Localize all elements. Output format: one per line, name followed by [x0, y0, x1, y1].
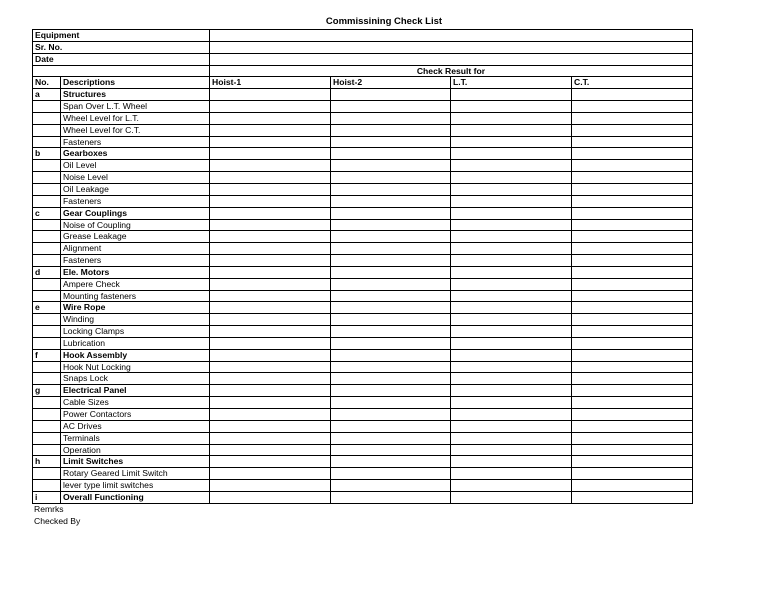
section-number: h	[33, 456, 61, 468]
section-number: e	[33, 302, 61, 314]
result-cell-ct[interactable]	[572, 207, 693, 219]
result-cell-hoist2[interactable]	[331, 266, 451, 278]
result-cell-ct[interactable]	[572, 373, 693, 385]
result-cell-lt[interactable]	[451, 219, 572, 231]
item-number	[33, 337, 61, 349]
equipment-row	[33, 30, 693, 42]
item-description: Hook Nut Locking	[61, 361, 210, 373]
equipment-value[interactable]	[210, 30, 693, 42]
result-cell-hoist1[interactable]	[210, 290, 331, 302]
item-number	[33, 373, 61, 385]
item-number	[33, 219, 61, 231]
result-cell-hoist1[interactable]	[210, 409, 331, 421]
checklist-table	[32, 29, 693, 504]
result-cell-hoist2[interactable]	[331, 278, 451, 290]
date-label: Date	[33, 53, 210, 65]
item-number	[33, 183, 61, 195]
result-cell-lt[interactable]	[451, 112, 572, 124]
section-number: g	[33, 385, 61, 397]
item-description: Cable Sizes	[61, 397, 210, 409]
result-cell-ct[interactable]	[572, 148, 693, 160]
check-result-row	[33, 65, 693, 77]
result-cell-hoist2[interactable]	[331, 409, 451, 421]
result-cell-hoist2[interactable]	[331, 219, 451, 231]
checked-by-label: Checked By	[34, 516, 81, 526]
result-cell-hoist2[interactable]	[331, 314, 451, 326]
result-cell-hoist1[interactable]	[210, 160, 331, 172]
result-cell-hoist1[interactable]	[210, 373, 331, 385]
item-number	[33, 101, 61, 113]
result-cell-hoist2[interactable]	[331, 468, 451, 480]
section-row	[33, 456, 693, 468]
item-number	[33, 112, 61, 124]
section-name: Gearboxes	[61, 148, 210, 160]
item-description: Terminals	[61, 432, 210, 444]
result-cell-hoist2[interactable]	[331, 207, 451, 219]
item-description: Grease Leakage	[61, 231, 210, 243]
item-description: Fasteners	[61, 255, 210, 267]
item-number	[33, 480, 61, 492]
item-number	[33, 397, 61, 409]
result-cell-lt[interactable]	[451, 243, 572, 255]
result-cell-lt[interactable]	[451, 195, 572, 207]
section-name: Limit Switches	[61, 456, 210, 468]
item-number	[33, 326, 61, 338]
item-number	[33, 468, 61, 480]
result-cell-hoist1[interactable]	[210, 326, 331, 338]
result-cell-ct[interactable]	[572, 326, 693, 338]
result-cell-hoist1[interactable]	[210, 207, 331, 219]
result-cell-hoist1[interactable]	[210, 337, 331, 349]
item-number	[33, 278, 61, 290]
result-cell-hoist2[interactable]	[331, 444, 451, 456]
item-number	[33, 124, 61, 136]
result-cell-lt[interactable]	[451, 207, 572, 219]
section-name: Ele. Motors	[61, 266, 210, 278]
item-description: Wheel Level for L.T.	[61, 112, 210, 124]
item-description: Wheel Level for C.T.	[61, 124, 210, 136]
col-lt-header: L.T.	[451, 77, 572, 89]
item-number	[33, 195, 61, 207]
result-cell-hoist1[interactable]	[210, 266, 331, 278]
item-row	[33, 432, 693, 444]
item-row	[33, 124, 693, 136]
result-cell-ct[interactable]	[572, 195, 693, 207]
result-cell-hoist2[interactable]	[331, 195, 451, 207]
result-cell-lt[interactable]	[451, 89, 572, 101]
item-row	[33, 361, 693, 373]
section-name: Hook Assembly	[61, 349, 210, 361]
result-cell-hoist2[interactable]	[331, 432, 451, 444]
result-cell-lt[interactable]	[451, 326, 572, 338]
result-cell-hoist1[interactable]	[210, 385, 331, 397]
result-cell-lt[interactable]	[451, 231, 572, 243]
result-cell-hoist1[interactable]	[210, 456, 331, 468]
result-cell-hoist1[interactable]	[210, 148, 331, 160]
result-cell-hoist1[interactable]	[210, 183, 331, 195]
item-description: lever type limit switches	[61, 480, 210, 492]
section-name: Structures	[61, 89, 210, 101]
item-number	[33, 172, 61, 184]
result-cell-hoist2[interactable]	[331, 136, 451, 148]
item-description: Operation	[61, 444, 210, 456]
result-cell-ct[interactable]	[572, 160, 693, 172]
item-number	[33, 231, 61, 243]
result-cell-ct[interactable]	[572, 361, 693, 373]
item-description: Noise Level	[61, 172, 210, 184]
item-row	[33, 468, 693, 480]
item-row	[33, 409, 693, 421]
result-cell-hoist2[interactable]	[331, 101, 451, 113]
result-cell-ct[interactable]	[572, 101, 693, 113]
result-cell-ct[interactable]	[572, 112, 693, 124]
result-cell-lt[interactable]	[451, 409, 572, 421]
result-cell-ct[interactable]	[572, 89, 693, 101]
item-description: Winding	[61, 314, 210, 326]
result-cell-hoist2[interactable]	[331, 349, 451, 361]
page-title: Commissining Check List	[325, 16, 443, 27]
result-cell-ct[interactable]	[572, 266, 693, 278]
result-cell-ct[interactable]	[572, 432, 693, 444]
result-cell-hoist2[interactable]	[331, 231, 451, 243]
item-description: Ampere Check	[61, 278, 210, 290]
result-cell-hoist2[interactable]	[331, 89, 451, 101]
section-row	[33, 89, 693, 101]
result-cell-lt[interactable]	[451, 397, 572, 409]
result-cell-lt[interactable]	[451, 444, 572, 456]
result-cell-lt[interactable]	[451, 160, 572, 172]
result-cell-lt[interactable]	[451, 290, 572, 302]
result-cell-lt[interactable]	[451, 266, 572, 278]
result-cell-hoist1[interactable]	[210, 314, 331, 326]
item-row	[33, 231, 693, 243]
result-cell-hoist1[interactable]	[210, 231, 331, 243]
result-cell-hoist1[interactable]	[210, 432, 331, 444]
section-number: f	[33, 349, 61, 361]
item-row	[33, 373, 693, 385]
date-value[interactable]	[210, 53, 693, 65]
section-row	[33, 491, 693, 503]
result-cell-hoist1[interactable]	[210, 124, 331, 136]
item-description: Snaps Lock	[61, 373, 210, 385]
col-hoist2-header: Hoist-2	[331, 77, 451, 89]
item-row	[33, 314, 693, 326]
result-cell-ct[interactable]	[572, 136, 693, 148]
sr-no-value[interactable]	[210, 41, 693, 53]
result-cell-ct[interactable]	[572, 231, 693, 243]
item-number	[33, 361, 61, 373]
result-cell-ct[interactable]	[572, 480, 693, 492]
item-number	[33, 160, 61, 172]
result-cell-ct[interactable]	[572, 385, 693, 397]
result-cell-hoist2[interactable]	[331, 302, 451, 314]
section-name: Gear Couplings	[61, 207, 210, 219]
result-cell-hoist1[interactable]	[210, 195, 331, 207]
item-row	[33, 278, 693, 290]
result-cell-lt[interactable]	[451, 124, 572, 136]
remarks-label: Remrks	[34, 504, 64, 514]
result-cell-hoist2[interactable]	[331, 420, 451, 432]
check-result-spacer	[33, 65, 210, 77]
item-row	[33, 255, 693, 267]
result-cell-ct[interactable]	[572, 337, 693, 349]
result-cell-hoist2[interactable]	[331, 373, 451, 385]
section-number: b	[33, 148, 61, 160]
section-name: Electrical Panel	[61, 385, 210, 397]
item-number	[33, 314, 61, 326]
item-number	[33, 255, 61, 267]
section-number: a	[33, 89, 61, 101]
item-row	[33, 172, 693, 184]
result-cell-ct[interactable]	[572, 409, 693, 421]
item-number	[33, 243, 61, 255]
result-cell-hoist1[interactable]	[210, 480, 331, 492]
result-cell-hoist1[interactable]	[210, 468, 331, 480]
result-cell-hoist2[interactable]	[331, 385, 451, 397]
result-cell-hoist1[interactable]	[210, 219, 331, 231]
result-cell-hoist1[interactable]	[210, 302, 331, 314]
result-cell-hoist2[interactable]	[331, 183, 451, 195]
result-cell-hoist1[interactable]	[210, 420, 331, 432]
result-cell-hoist2[interactable]	[331, 397, 451, 409]
result-cell-lt[interactable]	[451, 385, 572, 397]
item-row	[33, 160, 693, 172]
result-cell-lt[interactable]	[451, 302, 572, 314]
result-cell-lt[interactable]	[451, 337, 572, 349]
sr-no-label: Sr. No.	[33, 41, 210, 53]
item-number	[33, 409, 61, 421]
item-description: Noise of Coupling	[61, 219, 210, 231]
result-cell-ct[interactable]	[572, 124, 693, 136]
result-cell-hoist2[interactable]	[331, 124, 451, 136]
section-number: c	[33, 207, 61, 219]
result-cell-lt[interactable]	[451, 172, 572, 184]
item-row	[33, 183, 693, 195]
result-cell-hoist2[interactable]	[331, 160, 451, 172]
result-cell-hoist2[interactable]	[331, 243, 451, 255]
result-cell-hoist1[interactable]	[210, 397, 331, 409]
col-descriptions-header: Descriptions	[61, 77, 210, 89]
result-cell-hoist1[interactable]	[210, 491, 331, 503]
result-cell-hoist1[interactable]	[210, 101, 331, 113]
result-cell-lt[interactable]	[451, 468, 572, 480]
result-cell-lt[interactable]	[451, 491, 572, 503]
result-cell-hoist2[interactable]	[331, 326, 451, 338]
section-row	[33, 385, 693, 397]
result-cell-lt[interactable]	[451, 373, 572, 385]
item-row	[33, 444, 693, 456]
result-cell-lt[interactable]	[451, 278, 572, 290]
result-cell-hoist2[interactable]	[331, 361, 451, 373]
section-number: i	[33, 491, 61, 503]
col-no-header: No.	[33, 77, 61, 89]
result-cell-hoist2[interactable]	[331, 255, 451, 267]
section-row	[33, 148, 693, 160]
item-row	[33, 397, 693, 409]
item-description: Rotary Geared Limit Switch	[61, 468, 210, 480]
item-row	[33, 112, 693, 124]
result-cell-ct[interactable]	[572, 278, 693, 290]
section-name: Overall Functioning	[61, 491, 210, 503]
item-description: AC Drives	[61, 420, 210, 432]
result-cell-hoist2[interactable]	[331, 491, 451, 503]
result-cell-ct[interactable]	[572, 314, 693, 326]
equipment-label: Equipment	[33, 30, 210, 42]
result-cell-hoist1[interactable]	[210, 243, 331, 255]
result-cell-ct[interactable]	[572, 456, 693, 468]
result-cell-hoist1[interactable]	[210, 136, 331, 148]
result-cell-hoist2[interactable]	[331, 112, 451, 124]
item-row	[33, 290, 693, 302]
section-row	[33, 349, 693, 361]
result-cell-ct[interactable]	[572, 290, 693, 302]
item-number	[33, 444, 61, 456]
col-hoist1-header: Hoist-1	[210, 77, 331, 89]
result-cell-hoist2[interactable]	[331, 456, 451, 468]
result-cell-ct[interactable]	[572, 420, 693, 432]
item-row	[33, 326, 693, 338]
item-description: Fasteners	[61, 136, 210, 148]
result-cell-ct[interactable]	[572, 183, 693, 195]
result-cell-hoist2[interactable]	[331, 337, 451, 349]
item-description: Mounting fasteners	[61, 290, 210, 302]
result-cell-ct[interactable]	[572, 397, 693, 409]
result-cell-hoist1[interactable]	[210, 112, 331, 124]
result-cell-lt[interactable]	[451, 420, 572, 432]
result-cell-hoist1[interactable]	[210, 172, 331, 184]
item-number	[33, 420, 61, 432]
item-row	[33, 337, 693, 349]
result-cell-lt[interactable]	[451, 255, 572, 267]
item-row	[33, 195, 693, 207]
item-description: Oil Leakage	[61, 183, 210, 195]
result-cell-hoist1[interactable]	[210, 278, 331, 290]
section-number: d	[33, 266, 61, 278]
item-description: Lubrication	[61, 337, 210, 349]
result-cell-lt[interactable]	[451, 136, 572, 148]
result-cell-lt[interactable]	[451, 314, 572, 326]
result-cell-ct[interactable]	[572, 468, 693, 480]
result-cell-lt[interactable]	[451, 361, 572, 373]
section-row	[33, 266, 693, 278]
item-row	[33, 420, 693, 432]
result-cell-lt[interactable]	[451, 432, 572, 444]
result-cell-ct[interactable]	[572, 172, 693, 184]
result-cell-hoist1[interactable]	[210, 361, 331, 373]
section-row	[33, 207, 693, 219]
item-description: Oil Level	[61, 160, 210, 172]
item-description: Alignment	[61, 243, 210, 255]
item-row	[33, 480, 693, 492]
section-name: Wire Rope	[61, 302, 210, 314]
item-description: Locking Clamps	[61, 326, 210, 338]
date-row	[33, 53, 693, 65]
result-cell-hoist2[interactable]	[331, 290, 451, 302]
result-cell-lt[interactable]	[451, 148, 572, 160]
result-cell-hoist2[interactable]	[331, 172, 451, 184]
result-cell-hoist1[interactable]	[210, 349, 331, 361]
item-number	[33, 290, 61, 302]
item-description: Span Over L.T. Wheel	[61, 101, 210, 113]
result-cell-ct[interactable]	[572, 255, 693, 267]
item-row	[33, 136, 693, 148]
section-row	[33, 302, 693, 314]
result-cell-hoist1[interactable]	[210, 444, 331, 456]
result-cell-ct[interactable]	[572, 444, 693, 456]
result-cell-ct[interactable]	[572, 243, 693, 255]
result-cell-lt[interactable]	[451, 456, 572, 468]
item-description: Power Contactors	[61, 409, 210, 421]
sr-no-row	[33, 41, 693, 53]
item-number	[33, 432, 61, 444]
column-header-row	[33, 77, 693, 89]
check-result-header: Check Result for	[210, 65, 693, 77]
item-description: Fasteners	[61, 195, 210, 207]
result-cell-lt[interactable]	[451, 349, 572, 361]
result-cell-hoist2[interactable]	[331, 480, 451, 492]
result-cell-hoist2[interactable]	[331, 148, 451, 160]
col-ct-header: C.T.	[572, 77, 693, 89]
result-cell-ct[interactable]	[572, 302, 693, 314]
item-row	[33, 219, 693, 231]
item-row	[33, 101, 693, 113]
item-row	[33, 243, 693, 255]
result-cell-lt[interactable]	[451, 480, 572, 492]
result-cell-hoist1[interactable]	[210, 255, 331, 267]
result-cell-lt[interactable]	[451, 101, 572, 113]
result-cell-hoist1[interactable]	[210, 89, 331, 101]
result-cell-ct[interactable]	[572, 219, 693, 231]
result-cell-ct[interactable]	[572, 349, 693, 361]
item-number	[33, 136, 61, 148]
result-cell-ct[interactable]	[572, 491, 693, 503]
result-cell-lt[interactable]	[451, 183, 572, 195]
